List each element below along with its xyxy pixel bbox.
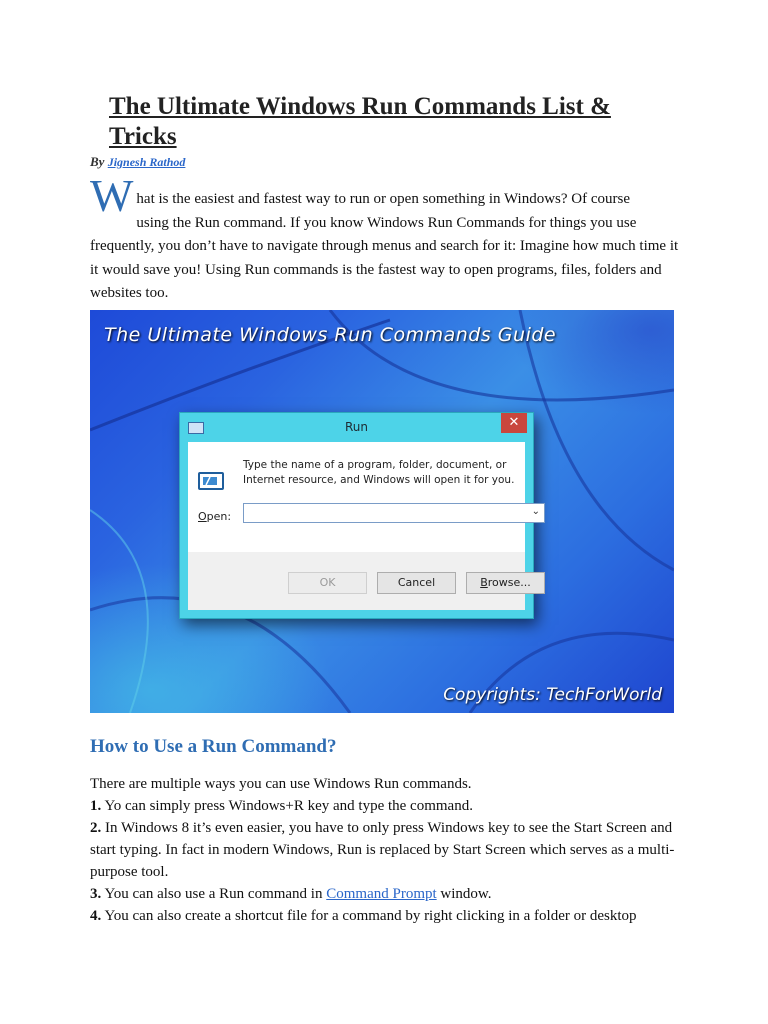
list-item bbox=[90, 883, 680, 905]
item-number: 1. bbox=[90, 797, 102, 814]
drop-cap: W bbox=[90, 170, 134, 221]
chevron-down-icon[interactable]: ⌄ bbox=[531, 505, 540, 517]
item-text: Yo can simply press Windows+R key and type the command. bbox=[101, 797, 473, 814]
item-text: In Windows 8 it’s even easier, you have to only press Windows key to see the Start Screen and start typing. In fact in modern Windows, Run is replaced by Start Screen which serves as a multi-purpose tool. bbox=[90, 819, 675, 880]
section-lead: There are multiple ways you can use Windows Run commands. bbox=[90, 775, 472, 792]
item-text: You can also create a shortcut file for a command by right clicking in a folder or desktop bbox=[101, 907, 637, 924]
byline bbox=[90, 154, 680, 170]
item-number: 2. bbox=[90, 819, 102, 836]
author-link[interactable]: Jignesh Rathod bbox=[107, 155, 186, 169]
browse-rest: rowse... bbox=[487, 575, 531, 589]
item-number: 3. bbox=[90, 885, 102, 902]
open-label-rest: pen: bbox=[206, 509, 232, 523]
dialog-description: Type the name of a program, folder, document, or Internet resource, and Windows will open it for you. bbox=[243, 458, 515, 486]
article-title: The Ultimate Windows Run Commands List & Tricks bbox=[109, 93, 611, 150]
hero-copyright: Copyrights: TechForWorld bbox=[443, 684, 662, 705]
section-heading: How to Use a Run Command? bbox=[90, 735, 337, 757]
run-dialog bbox=[179, 412, 540, 619]
open-combobox[interactable] bbox=[243, 503, 545, 523]
item-text-after: window. bbox=[436, 885, 492, 902]
dialog-body bbox=[188, 442, 540, 552]
intro-paragraph bbox=[90, 170, 680, 306]
item-number: 4. bbox=[90, 907, 102, 924]
run-program-icon bbox=[198, 472, 224, 490]
list-item bbox=[90, 905, 680, 927]
dialog-footer bbox=[188, 552, 531, 610]
item-text-before: You can also use a Run command in bbox=[101, 885, 327, 902]
article bbox=[90, 92, 680, 927]
open-label bbox=[198, 510, 231, 523]
browse-button[interactable] bbox=[466, 572, 545, 594]
list-item bbox=[90, 795, 680, 817]
cancel-button[interactable]: Cancel bbox=[377, 572, 456, 594]
browse-accel: B bbox=[480, 575, 488, 589]
hero-image bbox=[90, 310, 674, 713]
intro-rest: using the Run command. If you know Windows Run Commands for things you use frequently, you don’t have to navigate through menus and search for it: Imagine how much time it it would save you! Using Run commands is the fastest way to open programs, files, folders and websites too. bbox=[90, 214, 679, 301]
hero-title: The Ultimate Windows Run Commands Guide bbox=[104, 323, 557, 346]
section-body bbox=[90, 773, 680, 927]
open-label-accel: O bbox=[198, 509, 207, 523]
command-prompt-link[interactable]: Command Prompt bbox=[326, 885, 437, 902]
close-icon[interactable]: ✕ bbox=[501, 413, 527, 433]
ok-button[interactable]: OK bbox=[288, 572, 367, 594]
dialog-title: Run bbox=[344, 419, 368, 434]
byline-prefix: By bbox=[90, 154, 105, 169]
intro-first-line: hat is the easiest and fastest way to run or open something in Windows? Of course bbox=[136, 191, 631, 207]
list-item bbox=[90, 817, 680, 883]
